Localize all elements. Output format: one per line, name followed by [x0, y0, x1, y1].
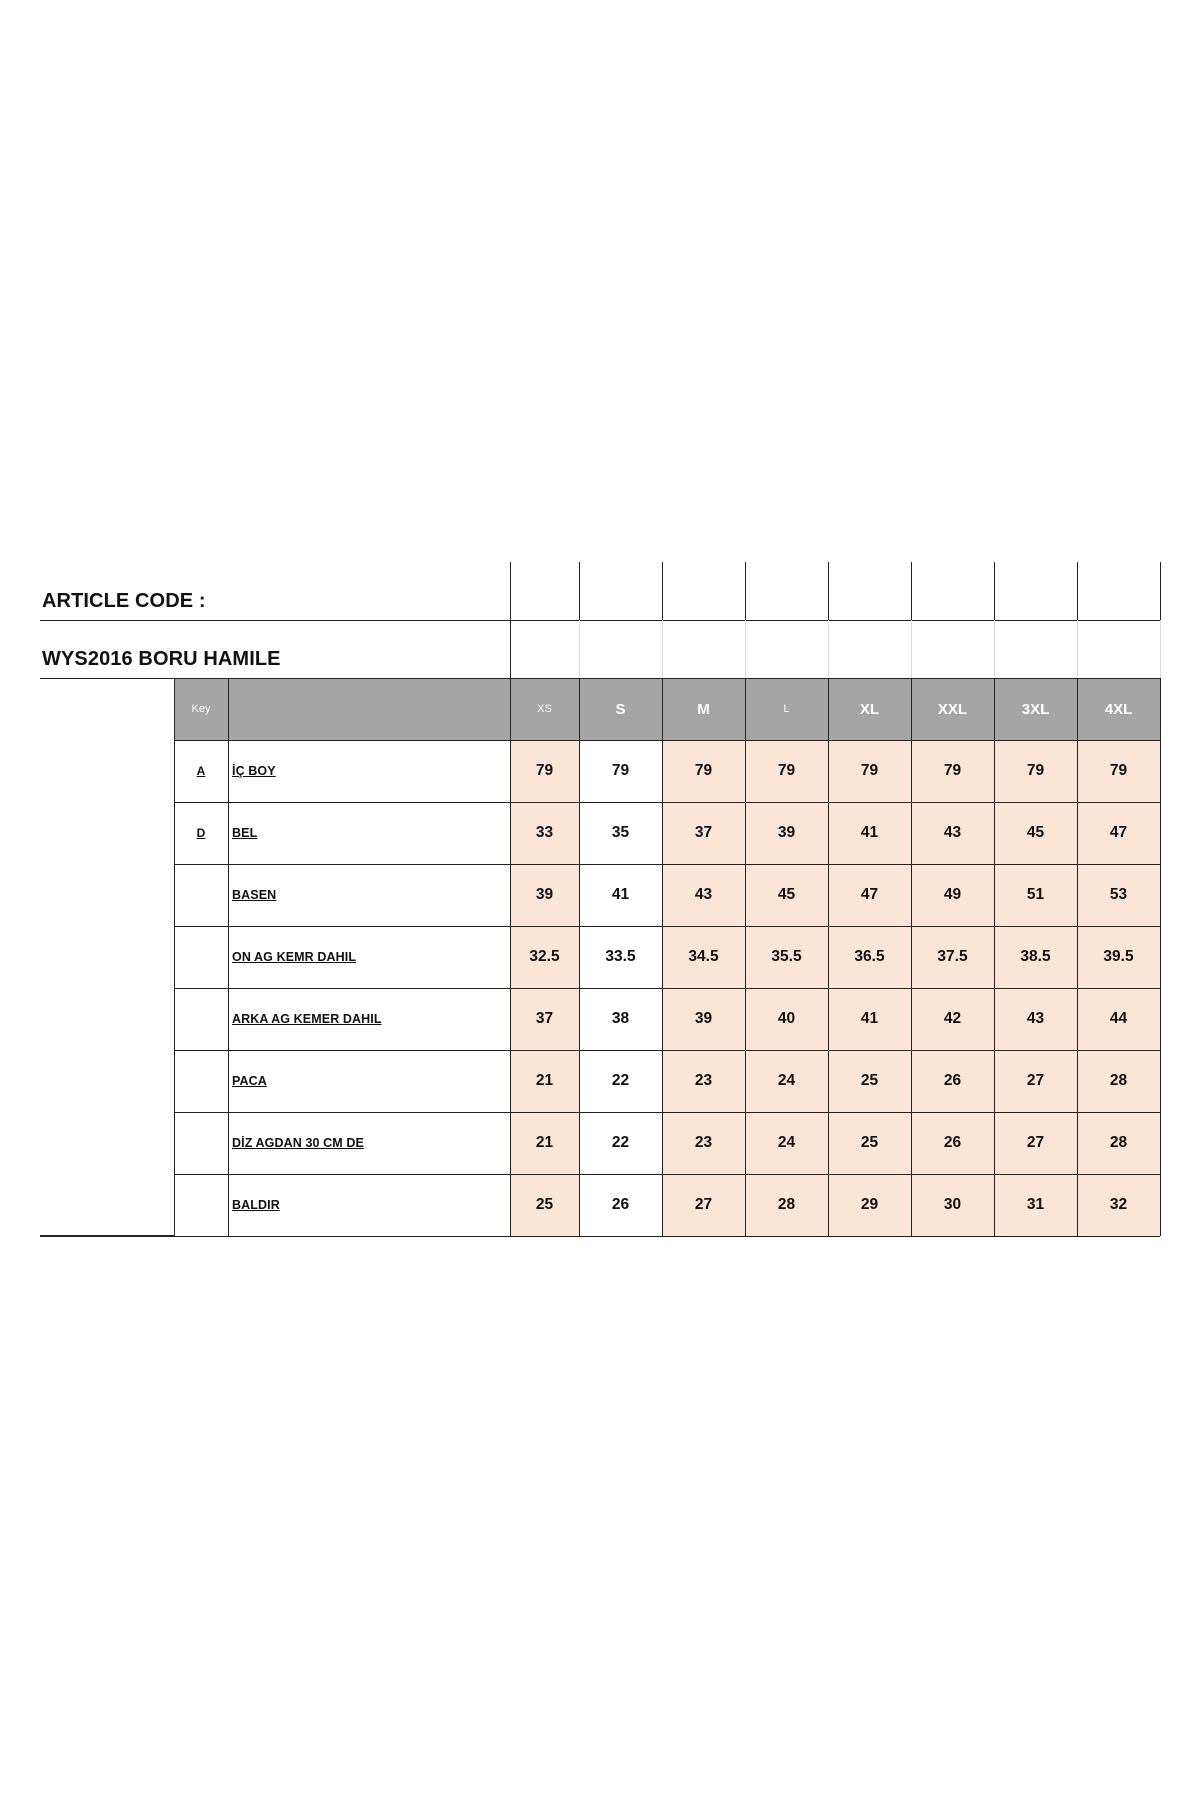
- size-value-m: 23: [694, 1072, 713, 1089]
- size-value-m: 34.5: [688, 948, 719, 965]
- row-key: [174, 864, 228, 926]
- size-value-xxl: 43: [943, 824, 962, 841]
- size-value-4xl: 28: [1109, 1134, 1128, 1151]
- grid-line: [994, 678, 995, 1236]
- grid-line: [228, 678, 229, 1236]
- row-key: [174, 988, 228, 1050]
- size-header-m: M: [697, 700, 710, 718]
- size-value-xxl: 26: [943, 1072, 962, 1089]
- measurement-label: BASEN: [232, 888, 277, 902]
- size-value-3xl: 38.5: [1020, 948, 1051, 965]
- size-value-s: 22: [611, 1134, 630, 1151]
- size-value-xs: 32.5: [529, 948, 560, 965]
- size-value-3xl: 43: [1026, 1010, 1045, 1027]
- row-key: [174, 1050, 228, 1112]
- grid-line: [828, 620, 829, 678]
- grid-line: [40, 620, 1160, 621]
- size-value-xl: 29: [860, 1196, 879, 1213]
- grid-line: [579, 562, 580, 620]
- size-value-m: 23: [694, 1134, 713, 1151]
- size-value-4xl: 53: [1109, 886, 1128, 903]
- size-value-m: 27: [694, 1196, 713, 1213]
- size-value-l: 45: [777, 886, 796, 903]
- size-value-xxl: 26: [943, 1134, 962, 1151]
- grid-line: [911, 620, 912, 678]
- size-header-xl: XL: [859, 700, 880, 718]
- size-value-4xl: 28: [1109, 1072, 1128, 1089]
- size-value-xl: 41: [860, 824, 879, 841]
- measurement-label: DİZ AGDAN 30 CM DE: [232, 1136, 364, 1150]
- size-header-l: L: [783, 703, 790, 715]
- size-value-s: 38: [611, 1010, 630, 1027]
- size-value-s: 33.5: [605, 948, 636, 965]
- size-value-l: 40: [777, 1010, 796, 1027]
- size-value-xs: 33: [535, 824, 554, 841]
- grid-line: [745, 562, 746, 620]
- article-code-value: WYS2016 BORU HAMILE: [42, 647, 281, 670]
- grid-line: [174, 740, 1160, 741]
- size-value-xxl: 37.5: [937, 948, 968, 965]
- size-header-xxl: XXL: [937, 700, 968, 718]
- size-value-4xl: 79: [1109, 762, 1128, 779]
- size-value-3xl: 27: [1026, 1134, 1045, 1151]
- grid-line: [1160, 620, 1161, 678]
- article-code-label: ARTICLE CODE :: [42, 589, 206, 612]
- key-column-header: Key: [191, 703, 211, 715]
- size-value-4xl: 39.5: [1103, 948, 1134, 965]
- row-key: [174, 1112, 228, 1174]
- grid-line: [174, 678, 175, 1236]
- size-value-s: 41: [611, 886, 630, 903]
- size-value-s: 79: [611, 762, 630, 779]
- grid-line: [828, 562, 829, 620]
- measurement-label: BEL: [232, 826, 258, 840]
- size-value-xs: 37: [535, 1010, 554, 1027]
- grid-line: [174, 864, 1160, 865]
- size-value-4xl: 44: [1109, 1010, 1128, 1027]
- size-value-l: 24: [777, 1072, 796, 1089]
- size-header-4xl: 4XL: [1104, 700, 1133, 718]
- size-value-l: 39: [777, 824, 796, 841]
- size-value-3xl: 31: [1026, 1196, 1045, 1213]
- grid-line: [510, 562, 511, 1236]
- grid-line: [174, 988, 1160, 989]
- grid-line: [911, 678, 912, 1236]
- size-value-xl: 47: [860, 886, 879, 903]
- size-value-m: 39: [694, 1010, 713, 1027]
- row-key: A: [196, 764, 206, 778]
- grid-line: [1160, 562, 1161, 620]
- size-value-m: 37: [694, 824, 713, 841]
- grid-line: [579, 678, 580, 1236]
- size-value-s: 35: [611, 824, 630, 841]
- grid-line: [579, 620, 580, 678]
- measurement-label: İÇ BOY: [232, 764, 276, 778]
- grid-line: [662, 562, 663, 620]
- bottom-rule-thick: [40, 1235, 174, 1237]
- grid-line: [1077, 620, 1078, 678]
- grid-line: [1160, 678, 1161, 1236]
- size-value-xxl: 49: [943, 886, 962, 903]
- size-value-3xl: 79: [1026, 762, 1045, 779]
- size-header-3xl: 3XL: [1021, 700, 1050, 718]
- size-value-xs: 39: [535, 886, 554, 903]
- size-value-xxl: 30: [943, 1196, 962, 1213]
- size-value-xxl: 42: [943, 1010, 962, 1027]
- size-value-xl: 36.5: [854, 948, 885, 965]
- size-value-4xl: 47: [1109, 824, 1128, 841]
- grid-line: [745, 678, 746, 1236]
- size-value-xl: 79: [860, 762, 879, 779]
- size-value-3xl: 45: [1026, 824, 1045, 841]
- size-value-xl: 41: [860, 1010, 879, 1027]
- size-value-s: 22: [611, 1072, 630, 1089]
- size-value-m: 79: [694, 762, 713, 779]
- size-value-3xl: 51: [1026, 886, 1045, 903]
- size-header-xs: XS: [537, 703, 552, 715]
- size-value-xs: 21: [535, 1072, 554, 1089]
- grid-line: [174, 926, 1160, 927]
- grid-line: [994, 620, 995, 678]
- grid-line: [1077, 678, 1078, 1236]
- size-value-xs: 21: [535, 1134, 554, 1151]
- grid-line: [745, 620, 746, 678]
- size-value-xl: 25: [860, 1072, 879, 1089]
- grid-line: [662, 678, 663, 1236]
- size-value-l: 28: [777, 1196, 796, 1213]
- size-value-xl: 25: [860, 1134, 879, 1151]
- size-chart-sheet: [40, 562, 1160, 1238]
- grid-line: [174, 1236, 1160, 1237]
- row-key: D: [196, 826, 206, 840]
- size-value-4xl: 32: [1109, 1196, 1128, 1213]
- grid-line: [911, 562, 912, 620]
- measurement-label: ON AG KEMR DAHIL: [232, 950, 357, 964]
- size-value-l: 35.5: [771, 948, 802, 965]
- row-key: [174, 926, 228, 988]
- grid-line: [174, 1050, 1160, 1051]
- size-value-s: 26: [611, 1196, 630, 1213]
- size-value-l: 24: [777, 1134, 796, 1151]
- grid-line: [174, 802, 1160, 803]
- grid-line: [174, 1112, 1160, 1113]
- size-header-s: S: [615, 700, 626, 718]
- grid-line: [174, 1174, 1160, 1175]
- size-value-l: 79: [777, 762, 796, 779]
- size-value-m: 43: [694, 886, 713, 903]
- grid-line: [994, 562, 995, 620]
- grid-line: [828, 678, 829, 1236]
- grid-line: [662, 620, 663, 678]
- grid-line: [1077, 562, 1078, 620]
- size-value-xs: 79: [535, 762, 554, 779]
- measurement-label: BALDIR: [232, 1198, 280, 1212]
- size-value-3xl: 27: [1026, 1072, 1045, 1089]
- measurement-label: ARKA AG KEMER DAHIL: [232, 1012, 382, 1026]
- row-key: [174, 1174, 228, 1236]
- size-value-xs: 25: [535, 1196, 554, 1213]
- measurement-label: PACA: [232, 1074, 267, 1088]
- size-value-xxl: 79: [943, 762, 962, 779]
- grid-line: [40, 678, 1160, 679]
